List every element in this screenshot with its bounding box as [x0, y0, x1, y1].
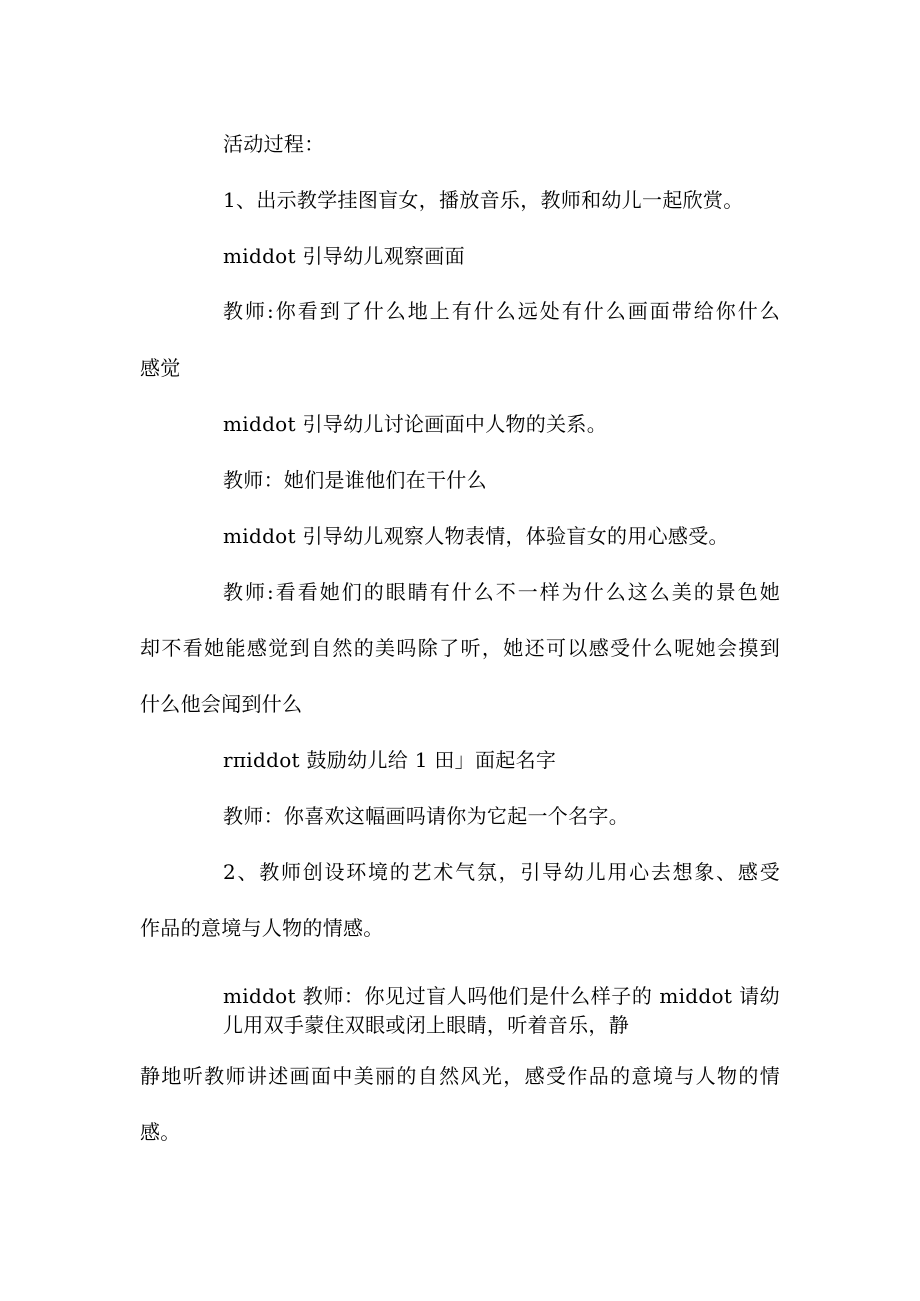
- paragraph-line: 教师：她们是谁他们在干什么: [223, 468, 487, 492]
- paragraph-line: 感。: [140, 1120, 181, 1144]
- paragraph-line: 教师：你喜欢这幅画吗请你为它起一个名字。: [223, 804, 629, 828]
- paragraph-line: 1、出示教学挂图盲女，播放音乐，教师和幼儿一起欣赏。: [223, 188, 744, 212]
- paragraph-line: 什么他会闻到什么: [140, 692, 303, 716]
- section-heading: 活动过程：: [223, 132, 325, 156]
- paragraph-line: 教师:你看到了什么地上有什么远处有什么画面带给你什么: [223, 299, 780, 323]
- paragraph-line: 静地听教师讲述画面中美丽的自然风光，感受作品的意境与人物的情: [140, 1064, 780, 1088]
- paragraph-line: middot 教师：你见过盲人吗他们是什么样子的 middot 请幼: [223, 984, 780, 1008]
- paragraph-line: 感觉: [140, 356, 181, 380]
- paragraph-line: 儿用双手蒙住双眼或闭上眼睛，听着音乐，静: [223, 1013, 629, 1037]
- paragraph-line: 却不看她能感觉到自然的美吗除了听，她还可以感受什么呢她会摸到: [140, 636, 780, 660]
- paragraph-line: 作品的意境与人物的情感。: [140, 916, 384, 940]
- paragraph-line: middot 引导幼儿讨论画面中人物的关系。: [223, 412, 608, 436]
- paragraph-line: rπiddot 鼓励幼儿给 1 田」面起名字: [223, 748, 557, 772]
- paragraph-line: middot 引导幼儿观察人物表情，体验盲女的用心感受。: [223, 524, 729, 548]
- paragraph-line: middot 引导幼儿观察画面: [223, 244, 465, 268]
- paragraph-line: 2、教师创设环境的艺术气氛，引导幼儿用心去想象、感受: [223, 860, 780, 884]
- paragraph-line: 教师:看看她们的眼睛有什么不一样为什么这么美的景色她: [223, 580, 780, 604]
